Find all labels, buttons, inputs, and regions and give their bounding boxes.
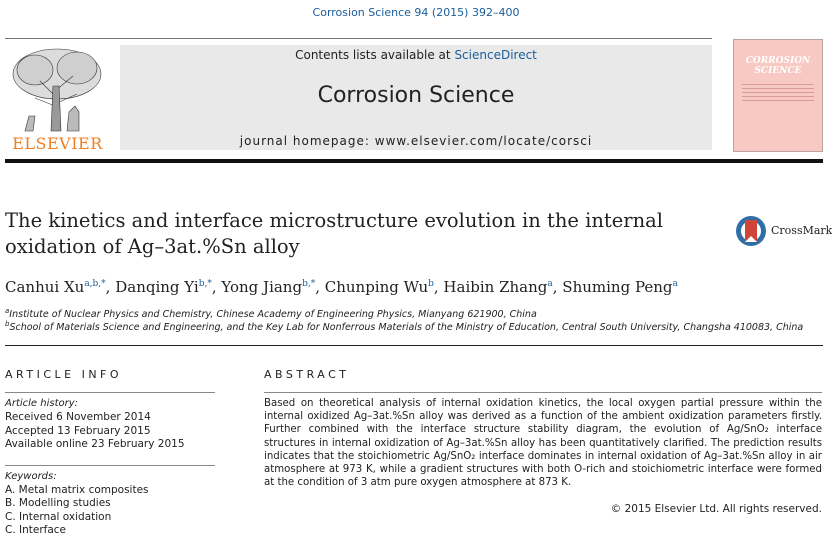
cover-title (738, 56, 818, 76)
keyword-item[interactable]: C. Interface (5, 524, 67, 536)
cover-decor-line (742, 84, 814, 85)
author-name[interactable]: Haibin Zhang (443, 278, 548, 296)
keyword-item[interactable]: B. Modelling studies (5, 497, 111, 509)
affiliation-mark: b (5, 320, 10, 328)
affiliation-mark: a (5, 307, 10, 315)
author[interactable] (325, 278, 434, 296)
copyright-notice: © 2015 Elsevier Ltd. All rights reserved. (610, 503, 822, 515)
author-affiliation-mark[interactable]: b,* (198, 279, 212, 289)
publisher-name[interactable]: ELSEVIER (12, 134, 103, 153)
author-name[interactable]: Shuming Peng (562, 278, 673, 296)
author-affiliation-mark[interactable]: a,b,* (84, 279, 106, 289)
author-list: Canhui $Xu^{a,b,*}$, Danqing $Yi^{b,*}$, Yong Jiang$^{b,*}$, Chunping Wu$^b$, Haibin Zhang$^a$, Shuming Peng$^a$ (5, 278, 678, 296)
author-affiliation-mark[interactable]: a (672, 279, 678, 289)
author-affiliation-mark[interactable]: b (428, 279, 434, 289)
keywords-label: Keywords: (5, 471, 57, 482)
author[interactable] (562, 278, 678, 296)
contents-line (120, 48, 712, 62)
cover-title-line2: SCIENCE (754, 66, 802, 76)
abstract-heading: ABSTRACT (264, 368, 350, 381)
author[interactable] (443, 278, 552, 296)
crossmark-icon (734, 212, 768, 250)
homepage-prefix: journal homepage: (239, 134, 375, 148)
cover-decor-line (742, 96, 814, 97)
keywords-divider (5, 465, 215, 466)
article-info-heading: ARTICLE INFO (5, 368, 123, 381)
article-title-line2: oxidation of Ag–3at.%Sn alloy (5, 235, 300, 258)
author[interactable] (115, 278, 212, 296)
affiliation-text: Institute of Nuclear Physics and Chemistry, Chinese Academy of Engineering Physics, Mianyang 621900, China (9, 309, 537, 321)
cover-decor-line (742, 92, 814, 93)
cover-decor-line (742, 100, 814, 101)
journal-homepage-line (120, 134, 712, 148)
abstract-body: Based on theoretical analysis of internal oxidation kinetics, the local oxygen partial pressure within the internal oxidized Ag–3at.%Sn alloy was derived as a function of the ambient oxidization parameters firstly. Further combined with the interface structure stability diagram, the evolution of Ag/SnO₂ interface structures in internal oxidization of Ag–3at.%Sn alloy has been quantitatively clarified. The prediction results indicates that the stoichiometric Ag/SnO₂ interface dominates in internal oxidation of Ag–3at.%Sn alloy in air atmosphere at 973 K, while a gradient structures with both O-rich and stoichiometric interface were formed at the condition of 3 atm pure oxygen atmosphere at 873 K. (264, 398, 822, 489)
affiliation-a (5, 307, 825, 320)
affiliation-text: School of Materials Science and Engineering, and the Key Lab for Nonferrous Materials of the Ministry of Education, Central South University, Changsha 410083, China (9, 322, 804, 334)
journal-banner (120, 45, 712, 150)
received-date: Received 6 November 2014 (5, 411, 151, 423)
author-name[interactable]: Canhui Xu (5, 278, 85, 296)
article-history-label: Article history: (5, 398, 79, 409)
crossmark-badge[interactable] (734, 212, 832, 252)
sciencedirect-link[interactable]: ScienceDirect (454, 48, 537, 62)
journal-cover-thumbnail[interactable] (733, 39, 823, 152)
article-title-line1: The kinetics and interface microstructure evolution in the internal (5, 209, 664, 232)
section-divider (5, 345, 823, 346)
author-name[interactable]: Danqing Yi (115, 278, 199, 296)
journal-citation[interactable]: Corrosion Science 94 (2015) 392–400 (312, 6, 520, 19)
article-info-divider (5, 392, 215, 393)
online-date: Available online 23 February 2015 (5, 438, 185, 450)
journal-title[interactable]: Corrosion Science (317, 83, 515, 108)
author[interactable] (5, 278, 106, 296)
affiliation-b (5, 320, 825, 333)
author-affiliation-mark[interactable]: a (547, 279, 553, 289)
author-name[interactable]: Chunping Wu (324, 278, 429, 296)
keyword-item[interactable]: A. Metal matrix composites (5, 484, 149, 496)
author[interactable] (221, 278, 315, 296)
abstract-divider (264, 392, 822, 393)
header-divider-bottom (5, 159, 823, 163)
keyword-item[interactable]: C. Internal oxidation (5, 511, 112, 523)
cover-decor-line (742, 88, 814, 89)
article-title (5, 208, 705, 260)
header-divider-top (5, 38, 712, 39)
author-affiliation-mark[interactable]: b,* (302, 279, 316, 289)
contents-prefix: Contents lists available at (295, 48, 455, 62)
crossmark-label: CrossMark (771, 224, 832, 237)
homepage-link[interactable]: www.elsevier.com/locate/corsci (374, 134, 593, 148)
cover-title-line1: CORROSION (745, 56, 811, 66)
author-name[interactable]: Yong Jiang (221, 278, 303, 296)
accepted-date: Accepted 13 February 2015 (5, 425, 151, 437)
